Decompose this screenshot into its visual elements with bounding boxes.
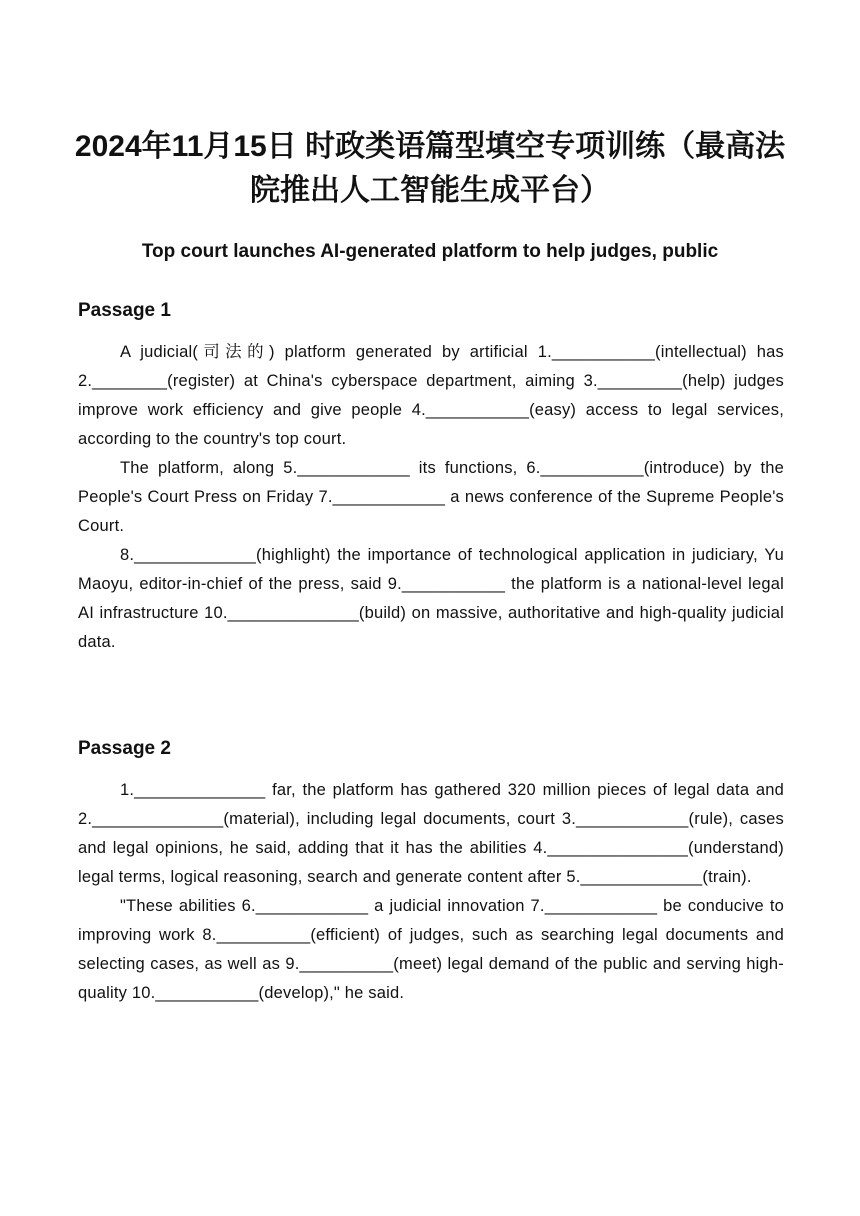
passage-2-paragraph: "These abilities 6.____________ a judicial innovation 7.____________ be conducive to improving work 8.__________(efficient) of judges, such as searching legal documents and selecting cases, as well as 9.__________(meet) legal demand of the public and serving high-quality 10.___________(develop)," he said. xyxy=(78,897,784,1002)
passage-2-paragraph: 1.______________ far, the platform has gathered 320 million pieces of legal data and 2.______________(material), including legal documents, court 3.____________(rule), cases and legal opinions, he said, adding that it has the abilities 4._______________(understand) legal terms, logical reasoning, search and generate content after 5._____________(train). xyxy=(78,781,784,886)
passage-1-heading: Passage 1 xyxy=(78,300,171,321)
passage-2-heading: Passage 2 xyxy=(78,738,171,759)
passage-1-paragraph: The platform, along 5.____________ its functions, 6.___________(introduce) by the People's Court Press on Friday 7.____________ a news conference of the Supreme People's Court. xyxy=(78,459,784,535)
article-subtitle: Top court launches AI-generated platform to help judges, public xyxy=(141,241,719,262)
passage-1-paragraph: 8._____________(highlight) the importance of technological application in judiciary, Yu Maoyu, editor-in-chief of the press, said 9.___________ the platform is a national-level legal AI infrastructure 10.______________(build) on massive, authoritative and high-quality judicial data. xyxy=(78,546,784,651)
passage-1-paragraph: A judicial(司法的) platform generated by artificial 1.___________(intellectual) has 2.________(register) at China's cyberspace department, aiming 3._________(help) judges improve work efficiency and give people 4.___________(easy) access to legal services, according to the country's top court. xyxy=(78,343,784,448)
passage-1-body xyxy=(78,338,784,657)
passage-2-body xyxy=(78,776,784,1008)
page-title: 2024年11月15日 时政类语篇型填空专项训练（最高法院推出人工智能生成平台） xyxy=(74,130,786,207)
